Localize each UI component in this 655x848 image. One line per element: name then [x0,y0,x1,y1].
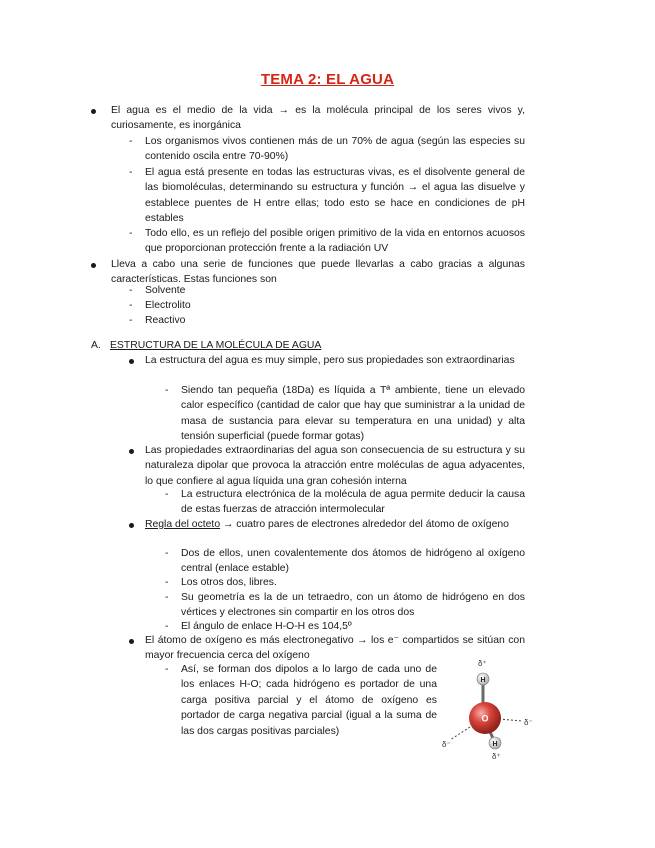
dash-icon: - [165,664,169,675]
hydrogen-label: H [492,741,498,748]
lone-pair-line [450,727,470,740]
function-item: Solvente [145,285,186,296]
intro-sub-item: Todo ello, es un reflejo del posible origen primitivo de la vida en entornos acuosos que proporcionan protección frente a la radiación UV [145,228,525,255]
bullet-icon [129,523,134,528]
structure-subpoint: Su geometría es la de un tetraedro, con un átomo de hidrógeno en dos vértices y electrones sin compartir en los otros dos [181,592,525,619]
section-letter: A. [91,340,101,351]
delta-plus-label: δ⁺ [492,752,501,760]
structure-subpoint: La estructura electrónica de la molécula de agua permite deducir la causa de estas fuerzas de atracción intermolecular [181,489,525,516]
section-heading: ESTRUCTURA DE LA MOLÉCULA DE AGUA [110,340,322,351]
dash-icon: - [129,136,133,147]
oxygen-label: O [481,713,489,724]
dash-icon: - [129,300,133,311]
delta-plus-label: δ⁺ [478,659,487,668]
octet-rule-link: Regla del octeto [145,519,221,530]
structure-point-3 [145,517,525,532]
dash-icon: - [129,167,133,178]
dash-icon: - [129,285,133,296]
structure-subpoint: El ángulo de enlace H-O-H es 104,5º [181,621,352,632]
structure-subpoint: Siendo tan pequeña (18Da) es líquida a Tª ambiente, tiene un elevado calor específico (cantidad de calor que hay que suministrar a la unidad de masa de sustancia para elevar su temperatura en una unidad) y alta tensión superficial (puede formar gotas) [181,385,525,443]
function-item: Reactivo [145,315,186,326]
dash-icon: - [165,577,169,588]
structure-subpoint: Dos de ellos, unen covalentemente dos átomos de hidrógeno al oxígeno central (enlace estable) [181,548,525,575]
structure-point-2: Las propiedades extraordinarias del agua son consecuencia de su estructura y su naturaleza dipolar que provoca la atracción entre moléculas de agua adyacentes, lo que confiere al agua líquida una gran cohesión interna [145,445,525,487]
structure-point-4: El átomo de oxígeno es más electronegativo → los e⁻ compartidos se sitúan con mayor frecuencia cerca del oxígeno [145,635,525,662]
delta-minus-label: δ⁻ [524,718,533,727]
hydrogen-label: H [480,677,486,684]
dash-icon: - [165,621,169,632]
lone-pair-line [499,719,522,721]
bullet-icon [129,639,134,644]
bullet-icon [129,359,134,364]
intro-sub-item: Los organismos vivos contienen más de un 70% de agua (según las especies su contenido oscila entre 70-90%) [145,136,525,163]
dash-icon: - [165,385,169,396]
dash-icon: - [165,548,169,559]
paragraph-intro-1: El agua es el medio de la vida → es la molécula principal de los seres vivos y, curiosamente, es inorgánica [111,105,525,132]
octet-rule-text: → cuatro pares de electrones alrededor del átomo de oxígeno [220,519,509,530]
bullet-icon [129,449,134,454]
dash-icon: - [165,592,169,603]
intro-sub-item: El agua está presente en todas las estructuras vivas, es el disolvente general de las biomoléculas, determinando su estructura y función → el agua las disuelve y establece puentes de H entre ellas; todo esto se hace en condiciones de pH estables [145,167,525,225]
dash-icon: - [129,315,133,326]
structure-point-1: La estructura del agua es muy simple, pero sus propiedades son extraordinarias [145,355,515,366]
page-title: TEMA 2: EL AGUA [260,71,395,88]
bullet-icon [91,263,96,268]
structure-subpoint: Los otros dos, libres. [181,577,277,588]
water-molecule-figure [440,655,540,760]
structure-subpoint: Así, se forman dos dipolos a lo largo de cada uno de los enlaces H-O; cada hidrógeno es portador de una carga positiva parcial y el átomo de oxígeno es portador de carga negativa parcial (igual a la suma de las dos cargas positivas parciales) [181,664,437,737]
function-item: Electrolito [145,300,191,311]
paragraph-intro-2: Lleva a cabo una serie de funciones que puede llevarlas a cabo gracias a algunas características. Estas funciones son [111,259,525,286]
dash-icon: - [129,228,133,239]
delta-minus-label: δ⁻ [442,740,451,749]
dash-icon: - [165,489,169,500]
bullet-icon [91,109,96,114]
